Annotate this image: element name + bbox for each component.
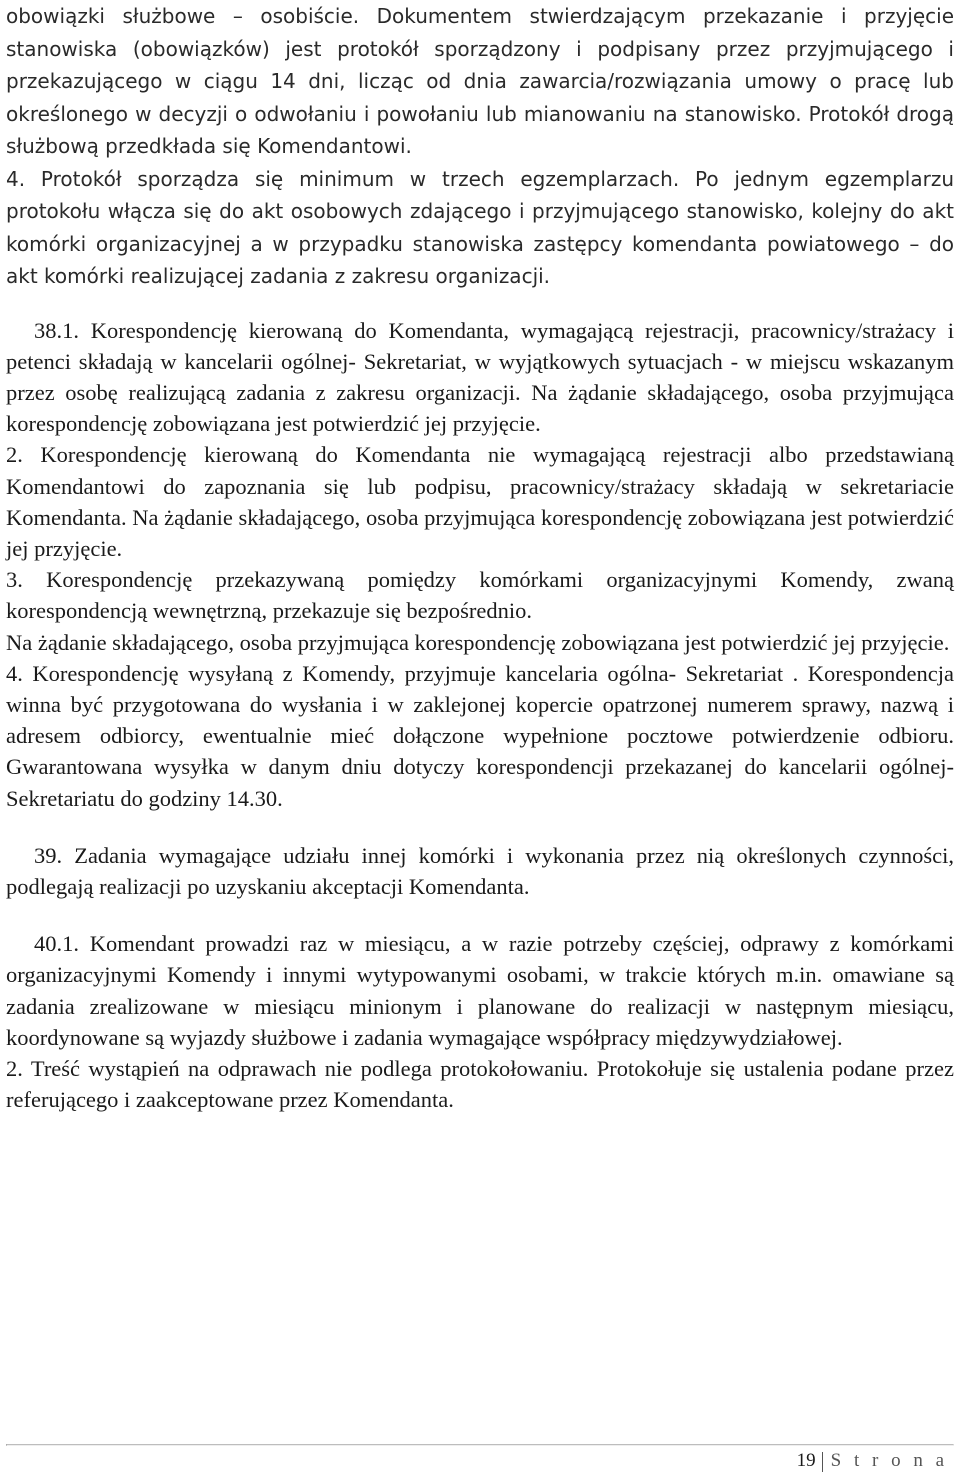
page-word: S t r o n a xyxy=(830,1450,948,1471)
page-number-label xyxy=(797,1450,948,1472)
paragraph-handover-protocol: obowiązki służbowe – osobiście. Dokumentem stwierdzającym przekazanie i przyjęcie stanowiska (obowiązków) jest protokół sporządzony i podpisany przez przyjmującego i przekazującego w ciągu 14 dni, licząc od dnia zawarcia/rozwiązania umowy o pracę lub określonego w decyzji o odwołaniu i powołaniu lub mianowaniu na stanowisko. Protokół drogą służbową przedkłada się Komendantowi. xyxy=(6,4,954,158)
paragraph-protocol-copies: 4. Protokół sporządza się minimum w trzech egzemplarzach. Po jednym egzemplarzu protokołu włącza się do akt osobowych zdającego i przyjmującego stanowisko, kolejny do akt komórki organizacyjnej a w przypadku stanowiska zastępcy komendanta powiatowego – do akt komórki realizującej zadania z zakresu organizacji. xyxy=(6,166,954,288)
page-footer xyxy=(6,1444,954,1476)
footer-divider xyxy=(6,1444,954,1446)
section-38 xyxy=(6,315,954,814)
paragraph-39: 39. Zadania wymagające udziału innej komórki i wykonania przez nią określonych czynności, podlegają realizacji po uzyskaniu akceptacji Komendanta. xyxy=(6,842,954,899)
document-page xyxy=(6,0,954,1115)
section-page-top xyxy=(6,0,954,293)
paragraph-38-3: 3. Korespondencję przekazywaną pomiędzy komórkami organizacyjnymi Komendy, zwaną korespondencją wewnętrzną, przekazuje się bezpośrednio. xyxy=(6,567,954,624)
page-number: 19 xyxy=(796,1450,816,1471)
paragraph-38-2: 2. Korespondencję kierowaną do Komendanta nie wymagającą rejestracji albo przedstawianą Komendantowi do zapoznania się lub podpisu, pracownicy/strażacy składają w sekretariacie Komendanta. Na żądanie składającego, osoba przyjmująca korespondencję zobowiązana jest potwierdzić jej przyjęcie. xyxy=(6,442,954,561)
paragraph-40-1: 40.1. Komendant prowadzi raz w miesiącu, a w razie potrzeby częściej, odprawy z komórkami organizacyjnymi Komendy i innymi wytypowanymi osobami, w trakcie których m.in. omawiane są zadania zrealizowane w miesiącu minionym i planowane do realizacji w następnym miesiącu, koordynowane są wyjazdy służbowe i zadania wymagające współpracy międzywydziałowej. xyxy=(6,931,954,1050)
paragraph-38-4: 4. Korespondencję wysyłaną z Komendy, przyjmuje kancelaria ogólna- Sekretariat . Korespondencja winna być przygotowana do wysłania i w zaklejonej kopercie opatrzonej numerem sprawy, nazwą i adresem odbiorcy, ewentualnie mieć dołączone wypełnione pocztowe potwierdzenie odbioru. Gwarantowana wysyłka w danym dniu dotyczy korespondencji przekazanej do kancelarii ogólnej- Sekretariatu do godziny 14.30. xyxy=(6,660,954,811)
section-39 xyxy=(6,840,954,902)
paragraph-38-1: 38.1. Korespondencję kierowaną do Komendanta, wymagającą rejestracji, pracownicy/strażacy i petenci składają w kancelarii ogólnej- Sekretariat, w wyjątkowych sytuacjach - w miejscu wskazanym przez osobę realizującą zadania z zakresu organizacji. Na żądanie składającego, osoba przyjmująca korespondencję zobowiązana jest potwierdzić jej przyjęcie. xyxy=(6,317,954,437)
footer-separator xyxy=(822,1452,823,1472)
paragraph-40-2: 2. Treść wystąpień na odprawach nie podlega protokołowaniu. Protokołuje się ustalenia podane przez referującego i zaakceptowane przez Komendanta. xyxy=(6,1055,954,1113)
paragraph-38-3-continued: Na żądanie składającego, osoba przyjmująca korespondencję zobowiązana jest potwierdzić jej przyjęcie. xyxy=(6,629,950,655)
section-40 xyxy=(6,928,954,1115)
